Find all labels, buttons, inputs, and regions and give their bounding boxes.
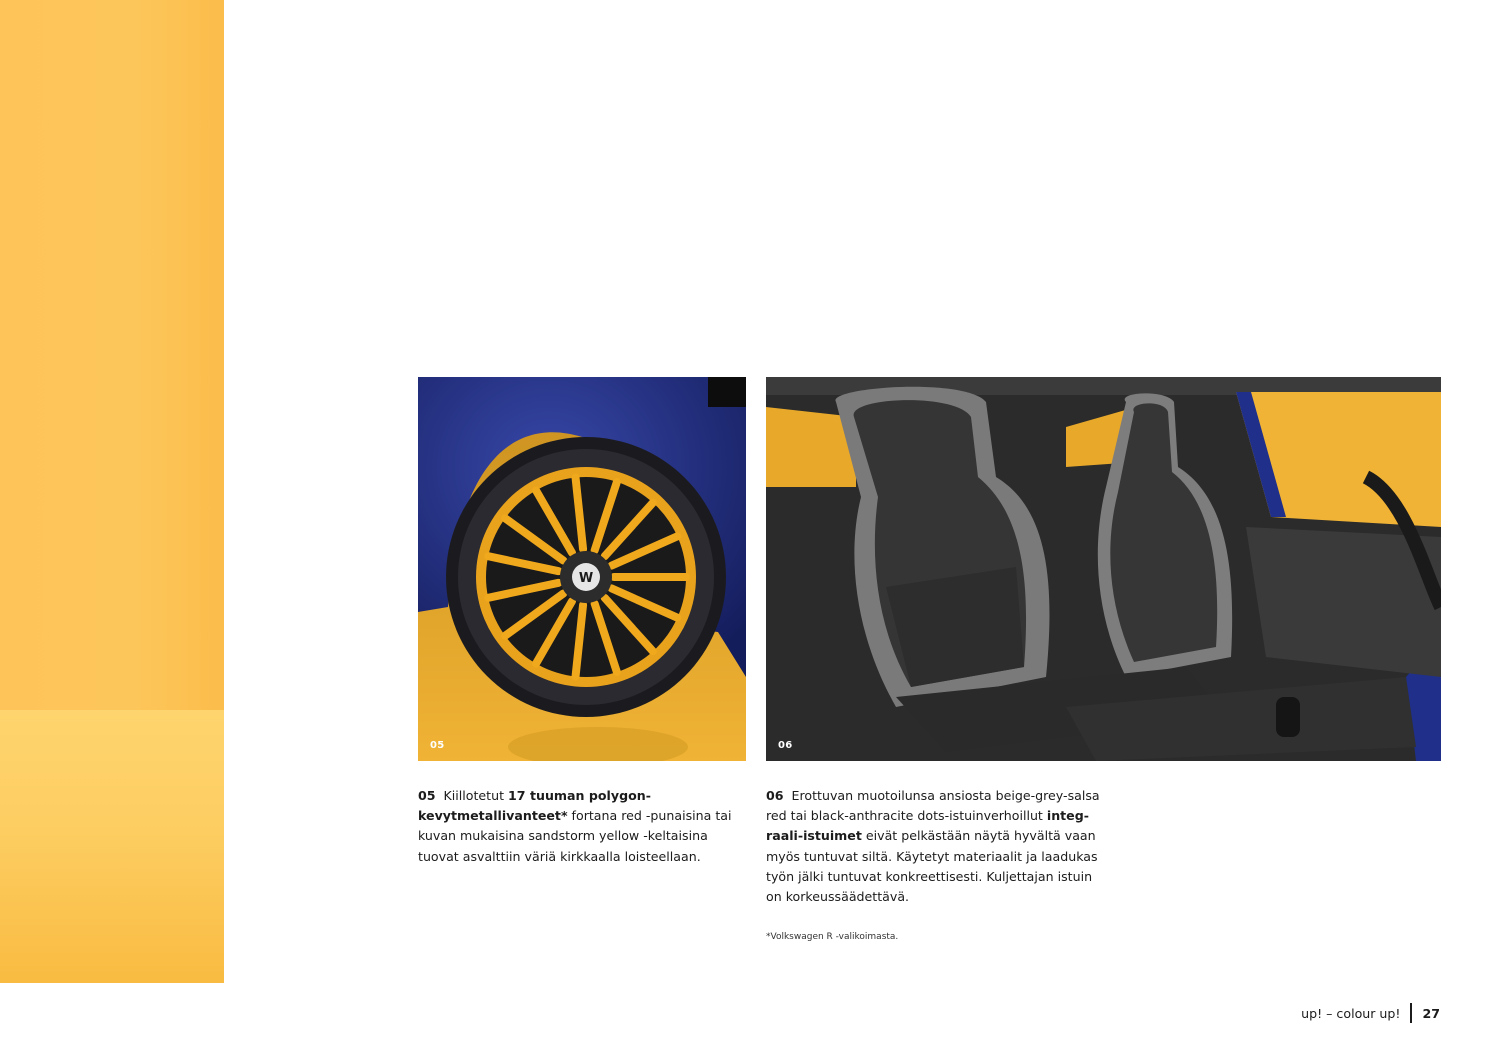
wheel-illustration (418, 377, 746, 761)
footer-divider (1410, 1003, 1412, 1023)
photo-number-05: 05 (430, 740, 445, 751)
footnote: *Volkswagen R -valikoimasta. (766, 932, 899, 942)
caption-text: Erottuvan muotoilunsa ansiosta beige-grey-salsa red tai black-anthracite dots-istuinverhoillut (766, 788, 1100, 824)
wheel-photo (418, 377, 746, 761)
side-band-upper (0, 0, 224, 710)
caption-text: Kiillotetut (443, 788, 509, 803)
page-footer (1301, 1003, 1440, 1023)
interior-seats-photo (766, 377, 1441, 761)
caption-highlight: integraali-istuimet (766, 808, 1089, 844)
caption-text: fortana red -punaisina tai kuvan mukaisina sandstorm yellow -keltaisina tuovat asvalttiin väriä kirkkaalla loisteellaan. (418, 808, 732, 864)
interior-illustration (766, 377, 1441, 761)
photo-number-06: 06 (778, 740, 793, 751)
svg-text:W: W (578, 571, 594, 586)
footer-title: up! – colour up! (1301, 1005, 1401, 1021)
caption-wheels (418, 786, 748, 867)
page-number: 27 (1422, 1005, 1440, 1021)
side-band-lower (0, 710, 224, 983)
caption-number: 05 (418, 788, 436, 803)
caption-highlight: 17 tuuman polygon-kevytmetallivanteet* (418, 788, 651, 824)
caption-number: 06 (766, 788, 784, 803)
caption-text: eivät pelkästään näytä hyvältä vaan myös tuntuvat siltä. Käytetyt materiaalit ja laadukas työn jälki tuntuvat konkreettisesti. Kuljettajan istuin on korkeussäädettävä. (766, 828, 1098, 905)
caption-seats (766, 786, 1106, 907)
decorative-side-band (0, 0, 224, 983)
